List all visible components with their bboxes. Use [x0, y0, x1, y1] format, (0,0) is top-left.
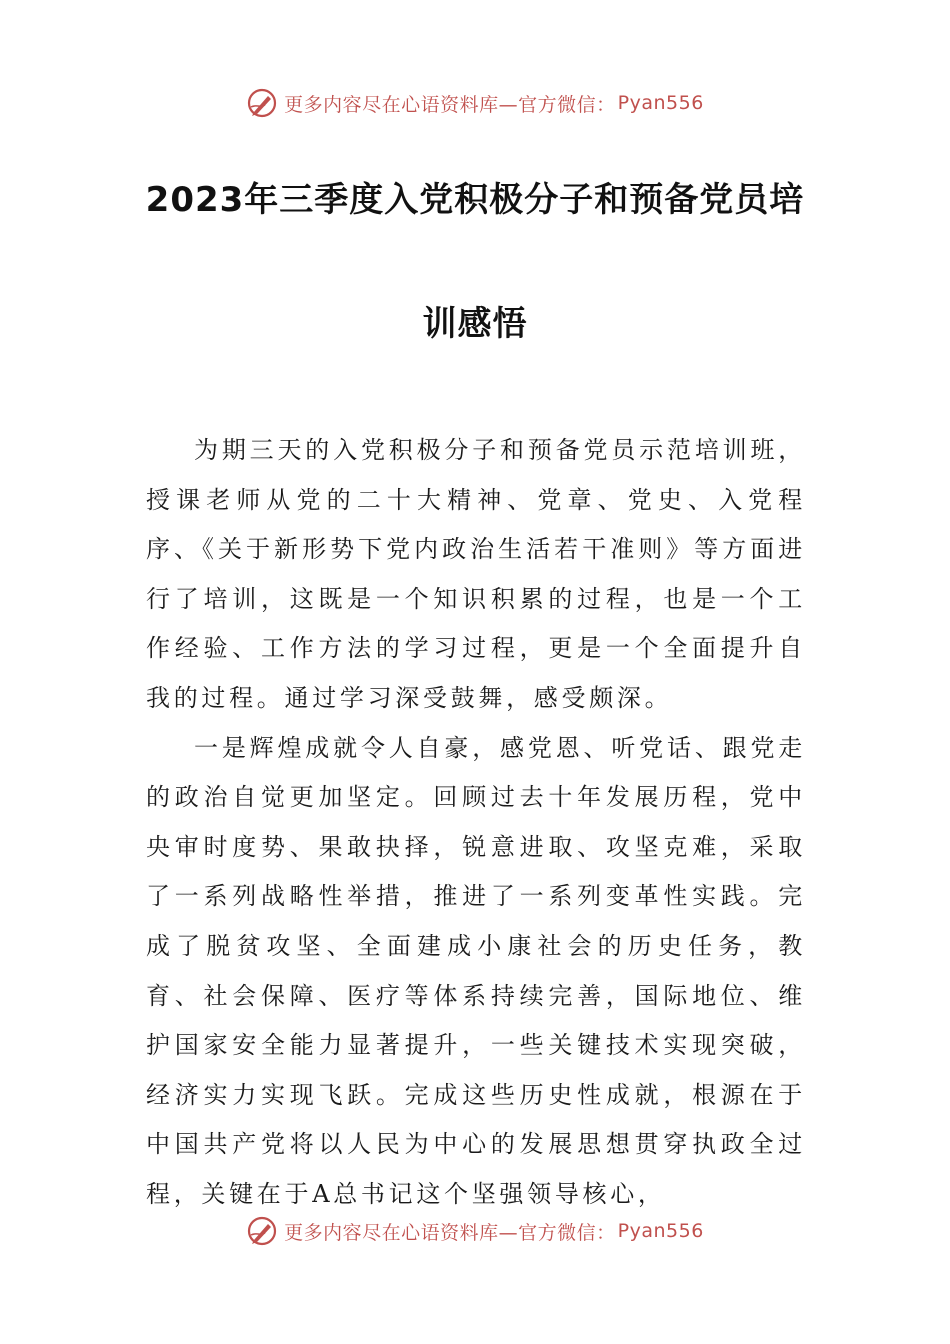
watermark-text: 更多内容尽在心语资料库—官方微信： — [284, 93, 616, 116]
pen-logo-icon — [246, 87, 278, 119]
document-body — [146, 426, 806, 1220]
footer-watermark — [0, 1211, 950, 1251]
watermark-text: 更多内容尽在心语资料库—官方微信： — [284, 1221, 616, 1244]
header-watermark — [0, 83, 950, 123]
watermark-wechat-id: Pyan556 — [617, 92, 704, 114]
paragraph: 为期三天的入党积极分子和预备党员示范培训班，授课老师从党的二十大精神、党章、党史、入党程序、《关于新形势下党内政治生活若干准则》等方面进行了培训，这既是一个知识积累的过程，也是一个工作经验、工作方法的学习过程，更是一个全面提升自我的过程。通过学习深受鼓舞，感受颇深。 — [146, 436, 806, 712]
pen-logo-icon — [246, 1215, 278, 1247]
paragraph: 一是辉煌成就令人自豪，感党恩、听党话、跟党走的政治自觉更加坚定。回顾过去十年发展历程，党中央审时度势、果敢抉择，锐意进取、攻坚克难，采取了一系列战略性举措，推进了一系列变革性实践。完成了脱贫攻坚、全面建成小康社会的历史任务，教育、社会保障、医疗等体系持续完善，国际地位、维护国家安全能力显著提升，一些关键技术实现突破，经济实力实现飞跃。完成这些历史性成就，根源在于中国共产党将以人民为中心的发展思想贯穿执政全过程，关键在于A总书记这个坚强领导核心， — [146, 733, 806, 1208]
document-title-line-1: 2023年三季度入党积极分子和预备党员培 — [145, 180, 805, 220]
watermark-wechat-id: Pyan556 — [617, 1220, 704, 1242]
document-title-line-2: 训感悟 — [422, 304, 528, 344]
